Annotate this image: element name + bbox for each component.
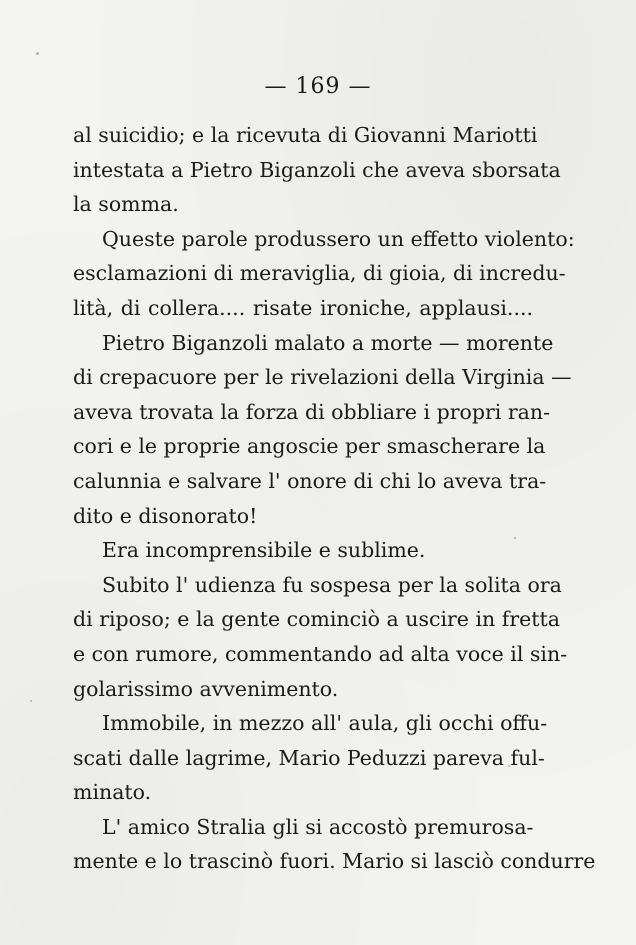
body-text [73, 118, 596, 879]
text-line: dito e disonorato! [73, 503, 258, 528]
paragraph-start-line: Era incomprensibile e sublime. [102, 538, 426, 563]
text-line: calunnia e salvare l' onore di chi lo aveva tra- [73, 468, 547, 493]
text-line: la somma. [73, 192, 179, 217]
paragraph-start-line: Pietro Biganzoli malato a morte — morente [102, 330, 554, 355]
paragraph-start-line: Queste parole produssero un effetto violento: [102, 226, 575, 251]
text-line: e con rumore, commentando ad alta voce il sin- [73, 641, 568, 666]
text-line: aveva trovata la forza di obbliare i propri ran- [73, 399, 551, 424]
paragraph-start-line: Subito l' udienza fu sospesa per la solita ora [102, 572, 562, 597]
text-line: minato. [73, 780, 152, 805]
page-number: — 169 — [264, 74, 372, 99]
text-line: mente e lo trascinò fuori. Mario si lasciò condurre [73, 849, 596, 874]
paper-speck [36, 52, 39, 55]
text-line: scati dalle lagrime, Mario Peduzzi pareva ful- [73, 745, 545, 770]
text-line: lità, di collera.... risate ironiche, applausi.... [73, 295, 533, 320]
text-line: golarissimo avvenimento. [73, 676, 339, 701]
paragraph-start-line: L' amico Stralia gli si accostò premurosa- [102, 814, 534, 839]
text-line: di riposo; e la gente cominciò a uscire in fretta [73, 607, 560, 632]
text-line: al suicidio; e la ricevuta di Giovanni Mariotti [73, 123, 538, 147]
paper-speck [508, 765, 510, 767]
text-line: esclamazioni di meraviglia, di gioia, di incredu- [73, 261, 566, 286]
paragraph-start-line: Immobile, in mezzo all' aula, gli occhi offu- [102, 711, 548, 736]
text-line: di crepacuore per le rivelazioni della Virginia — [73, 365, 572, 390]
paper-speck [30, 700, 32, 702]
text-line: cori e le proprie angoscie per smascherare la [73, 434, 546, 459]
paper-speck [514, 537, 516, 539]
text-line: intestata a Pietro Biganzoli che aveva sborsata [73, 157, 561, 182]
